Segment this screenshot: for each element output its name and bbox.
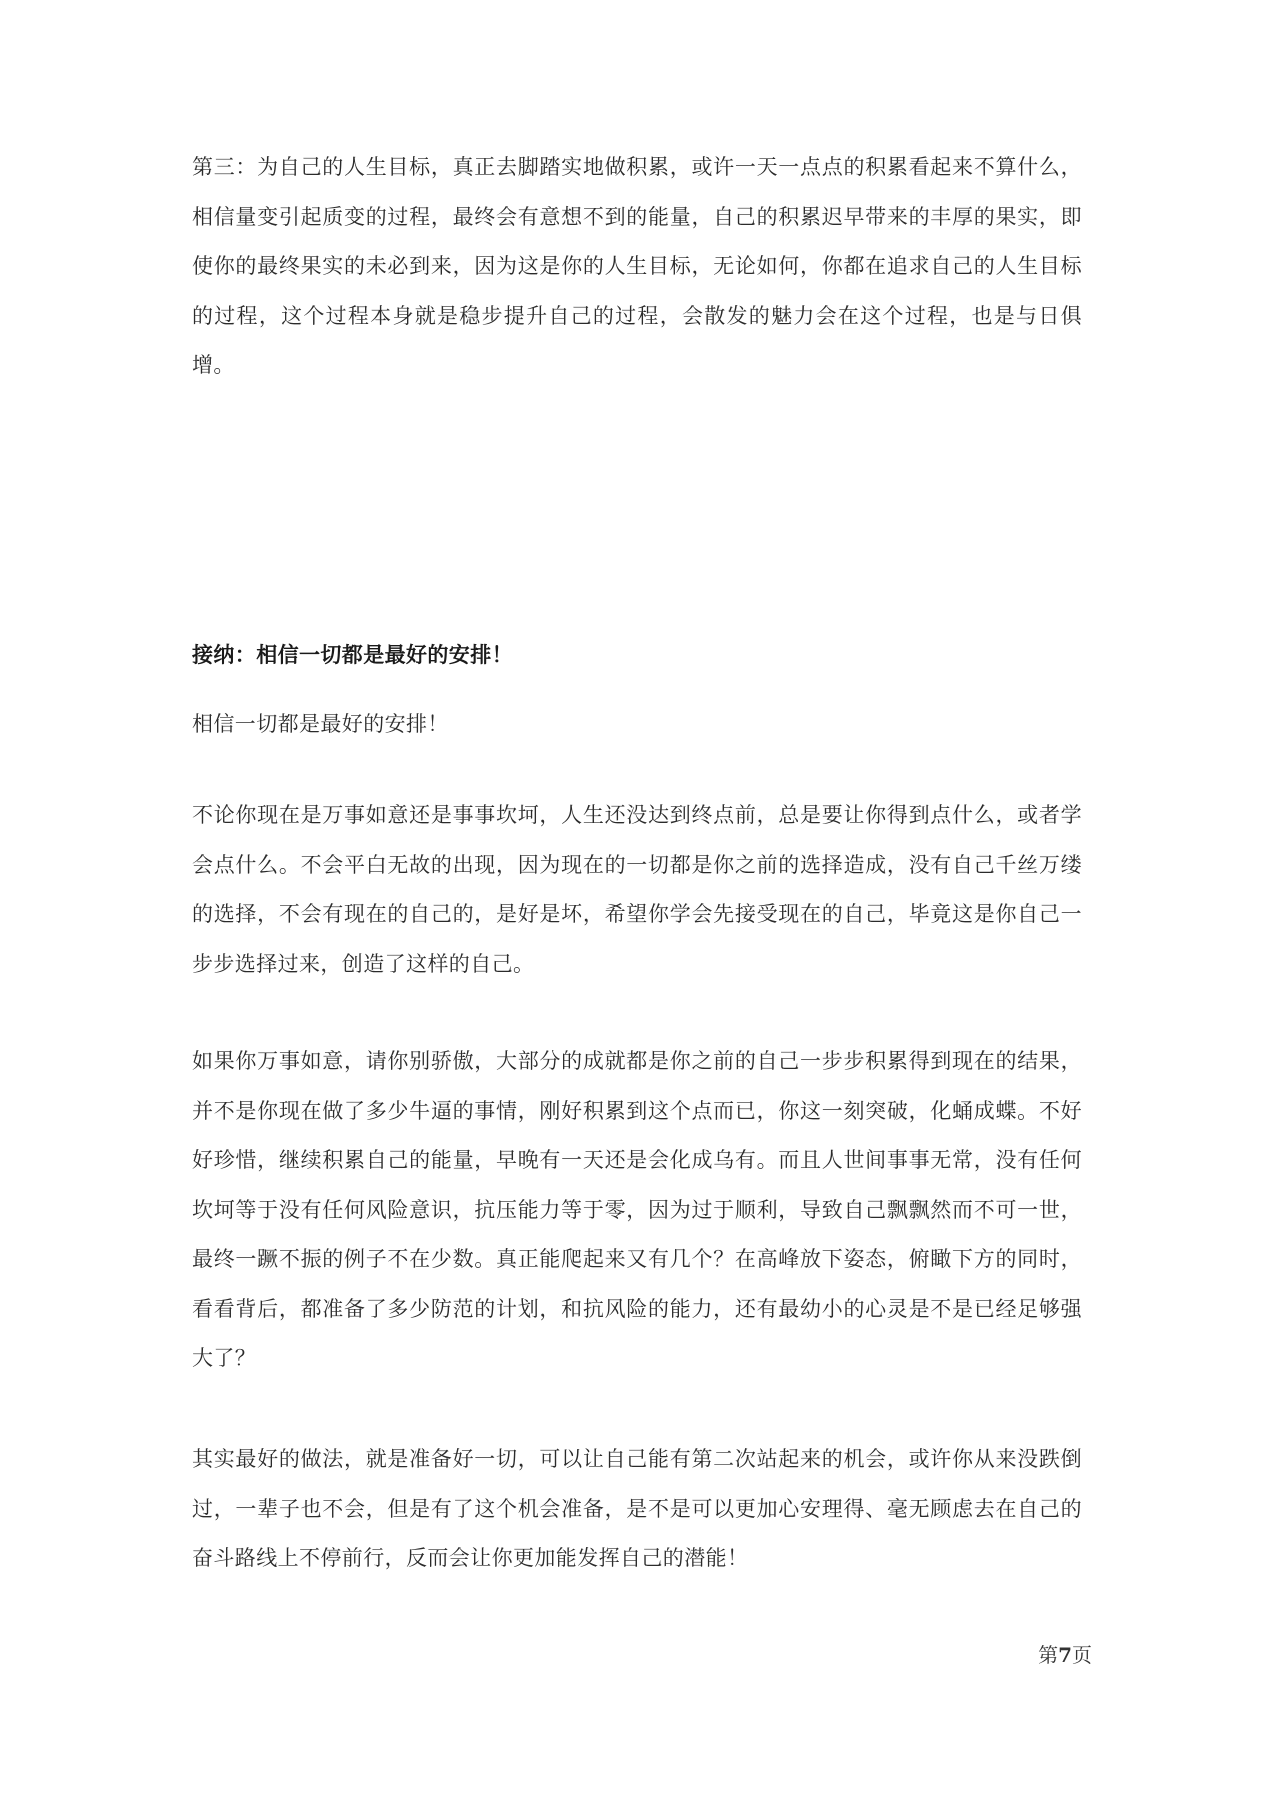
page-prefix: 第 <box>1038 1643 1059 1667</box>
section-heading: 接纳：相信一切都是最好的安排！ <box>192 642 513 667</box>
paragraph-best-approach: 其实最好的做法，就是准备好一切，可以让自己能有第二次站起来的机会，或许你从来没跌倒过，一辈子也不会，但是有了这个机会准备，是不是可以更加心安理得、毫无顾虑去在自己的奋斗路线上不停前行，反而会让你更加能发挥自己的潜能！ <box>192 1447 1082 1570</box>
paragraph-goal-accumulation: 第三：为自己的人生目标，真正去脚踏实地做积累，或许一天一点点的积累看起来不算什么，相信量变引起质变的过程，最终会有意想不到的能量，自己的积累迟早带来的丰厚的果实，即使你的最终果实的未必到来，因为这是你的人生目标，无论如何，你都在追求自己的人生目标的过程，这个过程本身就是稳步提升自己的过程，会散发的魅力会在这个过程，也是与日俱增。 <box>192 155 1082 377</box>
page-number-footer <box>1012 1642 1092 1668</box>
paragraph-best-arrangement: 相信一切都是最好的安排！ <box>192 712 449 736</box>
paragraph-accept-yourself: 不论你现在是万事如意还是事事坎坷，人生还没达到终点前，总是要让你得到点什么，或者学会点什么。不会平白无故的出现，因为现在的一切都是你之前的选择造成，没有自己千丝万缕的选择，不会有现在的自己的，是好是坏，希望你学会先接受现在的自己，毕竟这是你自己一步步选择过来，创造了这样的自己。 <box>192 803 1082 976</box>
paragraph-dont-be-proud: 如果你万事如意，请你别骄傲，大部分的成就都是你之前的自己一步步积累得到现在的结果，并不是你现在做了多少牛逼的事情，刚好积累到这个点而已，你这一刻突破，化蛹成蝶。不好好珍惜，继续积累自己的能量，早晚有一天还是会化成乌有。而且人世间事事无常，没有任何坎坷等于没有任何风险意识，抗压能力等于零，因为过于顺利，导致自己飘飘然而不可一世，最终一蹶不振的例子不在少数。真正能爬起来又有几个？在高峰放下姿态，俯瞰下方的同时，看看背后，都准备了多少防范的计划，和抗风险的能力，还有最幼小的心灵是不是已经足够强大了？ <box>192 1049 1082 1370</box>
page-number: 7 <box>1058 1643 1072 1667</box>
page-suffix: 页 <box>1072 1643 1092 1667</box>
